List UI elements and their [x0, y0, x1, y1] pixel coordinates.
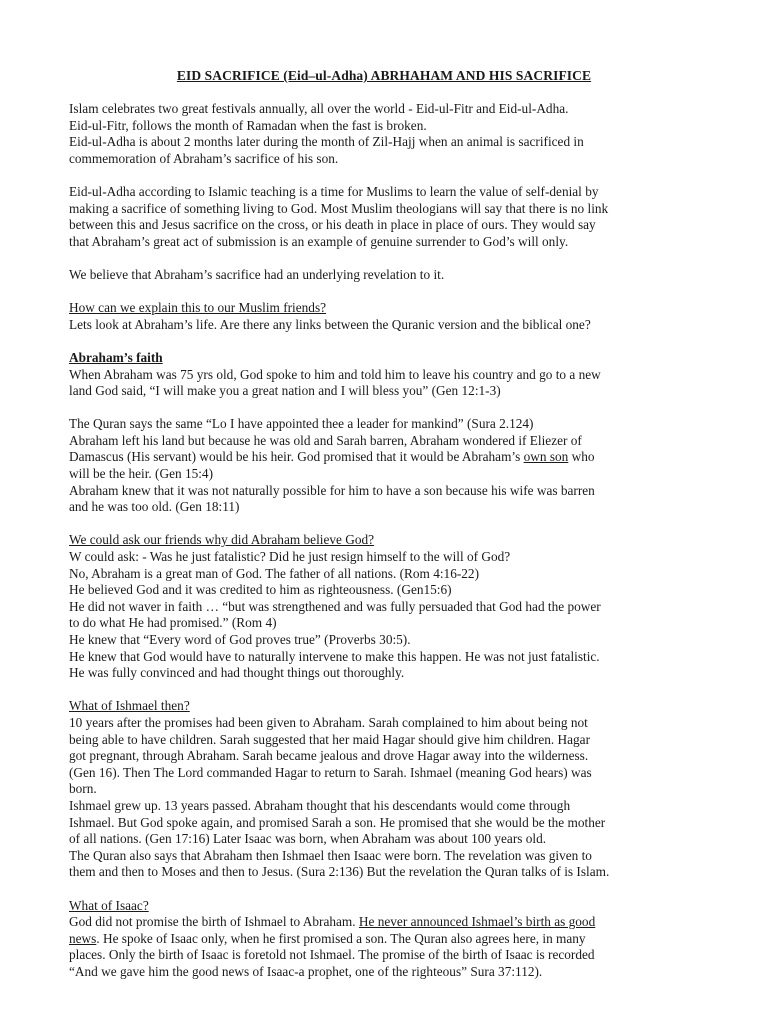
text-line: He was fully convinced and had thought things out thoroughly.: [69, 665, 405, 681]
text-line: Ishmael grew up. 13 years passed. Abraham thought that his descendants would come through: [69, 797, 571, 813]
text-line: Damascus (His servant) would be his heir. God promised that it would be Abraham’s own son who: [69, 449, 595, 465]
text-line: He knew that “Every word of God proves true” (Proverbs 30:5).: [69, 632, 411, 647]
paragraph-gap: [69, 881, 719, 898]
text-line: born.: [69, 781, 97, 797]
paragraph-gap: [69, 400, 719, 417]
text-line: got pregnant, through Abraham. Sarah became jealous and drove Hagar away into the wilderness.: [69, 748, 589, 764]
underlined-text: news: [69, 930, 97, 946]
section-heading-text: We could ask our friends why did Abraham believe God?: [69, 532, 375, 548]
text-line: God did not promise the birth of Ishmael to Abraham. He never announced Ishmael’s birth as good: [69, 914, 596, 930]
paragraph-gap: [69, 516, 719, 533]
document-title: EID SACRIFICE (Eid–ul-Adha) ABRHAHAM AND HIS SACRIFICE: [176, 68, 592, 83]
section-heading: [69, 698, 719, 715]
text-line: Abraham knew that it was not naturally possible for him to have a son because his wife was barren: [69, 482, 595, 498]
text-line: The Quran also says that Abraham then Ishmael then Isaac were born. The revelation was given to: [69, 847, 592, 863]
section-heading: [69, 898, 719, 915]
text-line: and he was too old. (Gen 18:11): [69, 499, 240, 515]
text-line: Eid-ul-Adha is about 2 months later during the month of Zil-Hajj when an animal is sacrificed in: [69, 134, 584, 150]
underlined-text: He never announced Ishmael’s birth as good: [358, 914, 596, 930]
document-body: [69, 101, 719, 980]
paragraph-gap: [69, 250, 719, 267]
text-line: Ishmael. But God spoke again, and promised Sarah a son. He promised that she would be the mother: [69, 814, 606, 830]
section-heading: [69, 350, 719, 367]
text-line: W could ask: - Was he just fatalistic? Did he just resign himself to the will of God?: [69, 549, 511, 565]
text-line: them and then to Moses and then to Jesus. (Sura 2:136) But the revelation the Quran talks of is Islam.: [69, 864, 610, 880]
text-line: commemoration of Abraham’s sacrifice of his son.: [69, 150, 339, 166]
text-line: He believed God and it was credited to him as righteousness. (Gen15:6): [69, 582, 452, 598]
text-line: The Quran says the same “Lo I have appointed thee a leader for mankind” (Sura 2.124): [69, 416, 534, 432]
section-heading: [69, 300, 719, 317]
section-heading-text: How can we explain this to our Muslim friends?: [69, 300, 327, 316]
section-heading: [69, 532, 719, 549]
underlined-text: own son: [523, 449, 569, 465]
paragraph-gap: [69, 284, 719, 301]
text-line: Islam celebrates two great festivals annually, all over the world - Eid-ul-Fitr and Eid-ul-Adha.: [69, 101, 569, 116]
text-line: of all nations. (Gen 17:16) Later Isaac was born, when Abraham was about 100 years old.: [69, 831, 547, 847]
text-line: Abraham left his land but because he was old and Sarah barren, Abraham wondered if Eliezer of: [69, 432, 582, 448]
text-line: He did not waver in faith … “but was strengthened and was fully persuaded that God had the power: [69, 598, 601, 614]
text-line: news. He spoke of Isaac only, when he first promised a son. The Quran also agrees here, in many: [69, 930, 586, 946]
text-line: (Gen 16). Then The Lord commanded Hagar to return to Sarah. Ishmael (meaning God hears) was: [69, 764, 592, 780]
text-line: 10 years after the promises had been given to Abraham. Sarah complained to him about being not: [69, 714, 588, 730]
text-line: being able to have children. Sarah suggested that her maid Hagar should give him children. Hagar: [69, 731, 591, 747]
paragraph-gap: [69, 682, 719, 699]
text-line: making a sacrifice of something living to God. Most Muslim theologians will say that there is no link: [69, 200, 609, 216]
text-line: land God said, “I will make you a great nation and I will bless you” (Gen 12:1-3): [69, 383, 501, 399]
text-line: We believe that Abraham’s sacrifice had an underlying revelation to it.: [69, 266, 445, 282]
section-heading-text: What of Isaac?: [69, 897, 149, 913]
text-line: “And we gave him the good news of Isaac-a prophet, one of the righteous” Sura 37:112).: [69, 963, 543, 979]
text-line: between this and Jesus sacrifice on the cross, or his death in place in place of ours. They would say: [69, 217, 596, 233]
text-line: to do what He had promised.” (Rom 4): [69, 615, 277, 631]
section-heading-text: Abraham’s faith: [69, 349, 163, 365]
text-line: Eid-ul-Adha according to Islamic teaching is a time for Muslims to learn the value of self-denial by: [69, 183, 599, 199]
text-line: Lets look at Abraham’s life. Are there any links between the Quranic version and the biblical one?: [69, 316, 591, 332]
text-line: No, Abraham is a great man of God. The father of all nations. (Rom 4:16-22): [69, 565, 480, 581]
text-line: places. Only the birth of Isaac is foretold not Ishmael. The promise of the birth of Isaac is recorded: [69, 947, 595, 963]
text-line: Eid-ul-Fitr, follows the month of Ramadan when the fast is broken.: [69, 117, 427, 133]
text-line: that Abraham’s great act of submission is an example of genuine surrender to God’s will only.: [69, 233, 569, 249]
text-line: When Abraham was 75 yrs old, God spoke to him and told him to leave his country and go to a new: [69, 366, 601, 382]
section-heading-text: What of Ishmael then?: [69, 698, 190, 714]
paragraph-gap: [69, 333, 719, 350]
text-line: He knew that God would have to naturally intervene to make this happen. He was not just fatalistic.: [69, 648, 600, 664]
paragraph-gap: [69, 167, 719, 184]
text-line: will be the heir. (Gen 15:4): [69, 466, 214, 482]
